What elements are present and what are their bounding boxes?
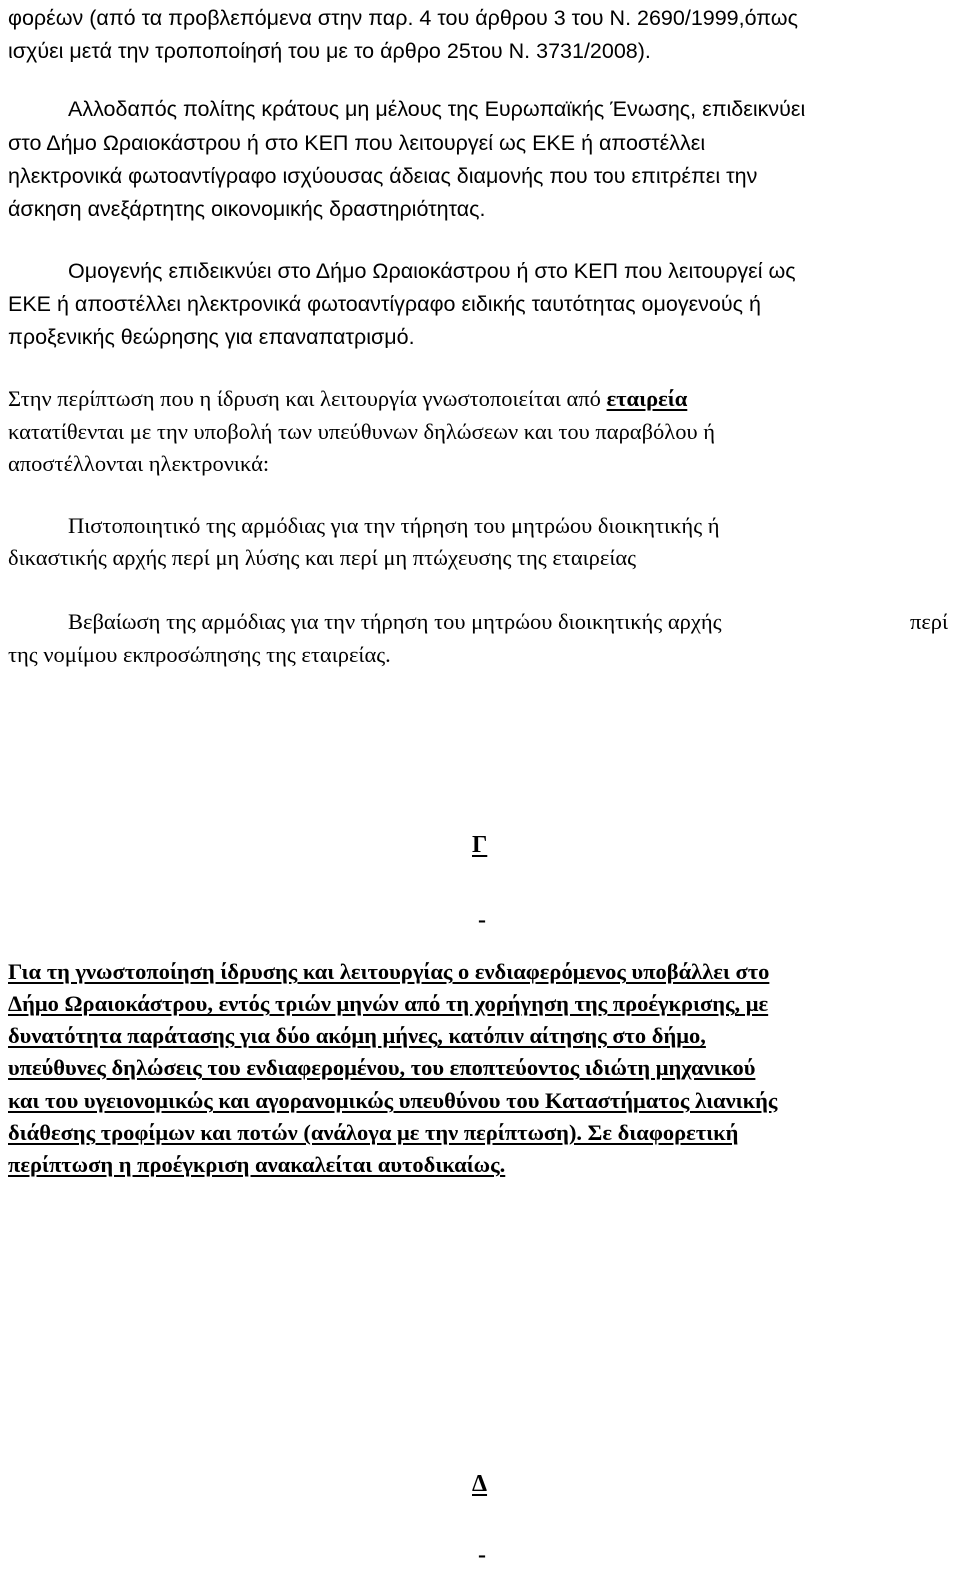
notice-line-2: Δήμο Ωραιοκάστρου, εντός τριών μηνών από τη χορήγηση της προέγκρισης, με xyxy=(8,991,769,1016)
section-gamma-heading: Γ xyxy=(472,832,488,858)
notice-line-4: υπεύθυνες δηλώσεις του ενδιαφερομένου, του εποπτεύοντος ιδιώτη μηχανικού xyxy=(8,1055,756,1080)
paragraph-expat-line-3: προξενικής θεώρησης για επαναπατρισμό. xyxy=(8,325,415,349)
paragraph-company-line-3: αποστέλλονται ηλεκτρονικά: xyxy=(8,451,270,476)
section-gamma-dash: - xyxy=(478,907,486,933)
section-delta-heading: Δ xyxy=(472,1471,488,1497)
paragraph-foreign-line-2: στο Δήμο Ωραιοκάστρου ή στο ΚΕΠ που λειτουργεί ως ΕΚΕ ή αποστέλλει xyxy=(8,131,706,155)
paragraph-company-line-1-text: Στην περίπτωση που η ίδρυση και λειτουργία γνωστοποιείται από xyxy=(8,386,607,411)
notice-line-3: δυνατότητα παράτασης για δύο ακόμη μήνες, κατόπιν αίτησης στο δήμο, xyxy=(8,1023,706,1048)
item-confirmation-line-1: Βεβαίωση της αρμόδιας για την τήρηση του μητρώου διοικητικής αρχής xyxy=(68,609,722,634)
paragraph-foreign-line-1: Αλλοδαπός πολίτης κράτους μη μέλους της Ευρωπαϊκής Ένωσης, επιδεικνύει xyxy=(68,97,806,121)
paragraph-top-line-1: φορέων (από τα προβλεπόμενα στην παρ. 4 του άρθρου 3 του Ν. 2690/1999,όπως xyxy=(8,6,798,30)
notice-line-1: Για τη γνωστοποίηση ίδρυσης και λειτουργίας ο ενδιαφερόμενος υποβάλλει στο xyxy=(8,959,770,984)
item-confirmation-line-2: της νομίμου εκπροσώπησης της εταιρείας. xyxy=(8,642,391,667)
paragraph-foreign-line-3: ηλεκτρονικά φωτοαντίγραφο ισχύουσας άδειας διαμονής που του επιτρέπει την xyxy=(8,164,758,188)
notice-line-6: διάθεσης τροφίμων και ποτών (ανάλογα με την περίπτωση). Σε διαφορετική xyxy=(8,1120,739,1145)
paragraph-expat-line-2: ΕΚΕ ή αποστέλλει ηλεκτρονικά φωτοαντίγραφο ειδικής ταυτότητας ομογενούς ή xyxy=(8,292,761,316)
paragraph-company-line-1 xyxy=(8,384,687,414)
section-delta-dash: - xyxy=(478,1542,486,1568)
notice-line-7: περίπτωση η προέγκριση ανακαλείται αυτοδικαίως. xyxy=(8,1152,506,1177)
paragraph-foreign-line-4: άσκηση ανεξάρτητης οικονομικής δραστηριότητας. xyxy=(8,197,486,221)
paragraph-expat-line-1: Ομογενής επιδεικνύει στο Δήμο Ωραιοκάστρου ή στο ΚΕΠ που λειτουργεί ως xyxy=(68,259,796,283)
item-certificate-line-2: δικαστικής αρχής περί μη λύσης και περί μη πτώχευσης της εταιρείας xyxy=(8,545,637,570)
paragraph-company-line-2: κατατίθενται με την υποβολή των υπεύθυνων δηλώσεων και του παραβόλου ή xyxy=(8,419,715,444)
notice-line-5: και του υγειονομικώς και αγορανομικώς υπευθύνου του Καταστήματος λιανικής xyxy=(8,1088,778,1113)
item-certificate-line-1: Πιστοποιητικό της αρμόδιας για την τήρηση του μητρώου διοικητικής ή xyxy=(68,513,720,538)
company-emphasis: εταιρεία xyxy=(606,386,688,411)
item-confirmation-line-1-end: περί xyxy=(910,609,949,634)
paragraph-top-line-2: ισχύει μετά την τροποποίησή του με το άρθρο 25του Ν. 3731/2008). xyxy=(8,39,651,63)
